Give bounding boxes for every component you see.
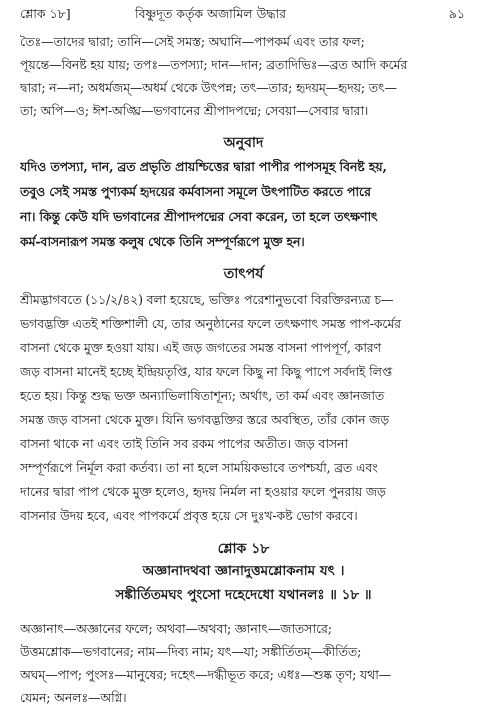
synonym-line: উত্তমশ্লোক—ভগবানের; নাম—দিব্য নাম; যৎ—যা; সঙ্কীর্তিতম্—কীর্তিত;	[20, 644, 362, 659]
purport-line: হতে হয়। কিন্তু শুদ্ধ ভক্ত অন্যাভিলাষিতাশূন্য; অর্থাৎ, তা কর্ম এবং জ্ঞানজাত	[20, 388, 385, 403]
purport-line: বাসনা থেকে মুক্ত হওয়া যায়। এই জড় জগতের সমস্ত বাসনা পাপপূর্ণ, কারণ	[20, 340, 381, 355]
purport-line: ভগবদ্ভক্তি এতই শক্তিশালী যে, তার অনুষ্ঠানের ফলে তৎক্ষণাৎ সমস্ত পাপ-কর্মের	[20, 316, 401, 331]
synonym-line: যেমন; অনলঃ—অগ্নি।	[20, 690, 127, 705]
synonym-line: অঘম্—পাপ; পুংসঃ—মানুষের; দহেৎ—দগ্ধীভূত করে; এধঃ—শুষ্ক তৃণ; যথা—	[20, 667, 392, 682]
synonym-line: তা; অপি—ও; ঈশ-অঙ্ঘ্রি—ভগবানের শ্রীপাদপদ্মে; সেবয়া—সেবার দ্বারা।	[20, 103, 369, 118]
purport-line: শ্রীমদ্ভাগবতে (১১/২/৪২) বলা হয়েছে, ভক্তিঃ পরেশানুভবো বিরক্তিরন্যত্র চ—	[20, 292, 394, 307]
synonym-line: তৈঃ—তাদের দ্বারা; তানি—সেই সমস্ত; অঘানি—পাপকর্ম এবং তার ফল;	[20, 34, 365, 49]
verse-line: অজ্ঞানাদথবা জ্ঞানাদুত্তমশ্লোকনাম যৎ ।	[142, 563, 345, 579]
translation-line: যদিও তপস্যা, দান, ব্রত প্রভৃতি প্রায়শ্চিত্তের দ্বারা পাপীর পাপসমূহ বিনষ্ট হয়,	[20, 159, 387, 174]
translation-line: না। কিন্তু কেউ যদি ভগবানের শ্রীপাদপদ্মের সেবা করেন, তা হলে তৎক্ষণাৎ	[20, 209, 378, 224]
synonym-line: অজ্ঞানাৎ—অজ্ঞানের ফলে; অথবা—অথবা; জ্ঞানাৎ—জাতসারে;	[20, 621, 332, 636]
translation-line: তবুও সেই সমস্ত পুণ্যকর্ম হৃদয়ের কর্মবাসনা সমূলে উৎপাটিত করতে পারে	[20, 184, 371, 199]
translation-line: কর্ম-বাসনারূপ সমস্ত কলুষ থেকে তিনি সম্পূর্ণরূপে মুক্ত হন।	[20, 234, 305, 249]
synonym-line: পূয়ন্তে—বিনষ্ট হয় যায়; তপঃ—তপস্যা; দান—দান; ব্রতাদিভিঃ—ব্রত আদি কর্মের	[20, 57, 408, 72]
synonym-line: দ্বারা; ন—না; অধর্মজম্—অধর্ম থেকে উৎপন্ন; তৎ—তার; হৃদয়ম্—হৃদয়; তৎ—	[20, 80, 397, 95]
purport-line: দানের দ্বারা পাপ থেকে মুক্ত হলেও, হৃদয় নির্মল না হওয়ার ফলে পুনরায় জড়	[20, 484, 386, 499]
page-header-title: বিষ্ণুদূত কর্তৃক অজামিল উদ্ধার	[135, 6, 286, 21]
purport-line: সম্পূর্ণরূপে নির্মূল করা কর্তব্য। তা না হলে সাময়িকভাবে তপশ্চর্যা, ব্রত এবং	[20, 460, 378, 475]
translation-heading: অনুবাদ	[223, 135, 264, 151]
verse-heading: শ্লোক ১৮	[217, 541, 270, 557]
purport-heading: তাৎপর্য	[223, 266, 264, 282]
purport-line: সমস্ত জড় বাসনা থেকে মুক্ত। যিনি ভগবদ্ভক্তির স্তরে অবস্থিত, তাঁর কোন জড়	[20, 412, 390, 427]
page-header-verse-ref: শ্লোক ১৮]	[20, 6, 71, 21]
purport-line: জড় বাসনা মানেই হচ্ছে ইন্দ্রিয়তৃপ্তি, যার ফলে কিছু না কিছু পাপে সর্বদাই লিপ্ত	[20, 364, 393, 379]
purport-line: বাসনা থাকে না এবং তাই তিনি সব রকম পাপের অতীত। জড় বাসনা	[20, 436, 348, 451]
page-number: ৯১	[448, 6, 465, 21]
verse-line: সঙ্কীর্তিতমঘং পুংসো দহেদেধো যথানলঃ ॥ ১৮ ॥	[115, 587, 372, 603]
purport-line: বাসনার উদয় হবে, এবং পাপকর্মে প্রবৃত্ত হয়ে সে দুঃখ-কষ্ট ভোগ করবে।	[20, 508, 358, 523]
